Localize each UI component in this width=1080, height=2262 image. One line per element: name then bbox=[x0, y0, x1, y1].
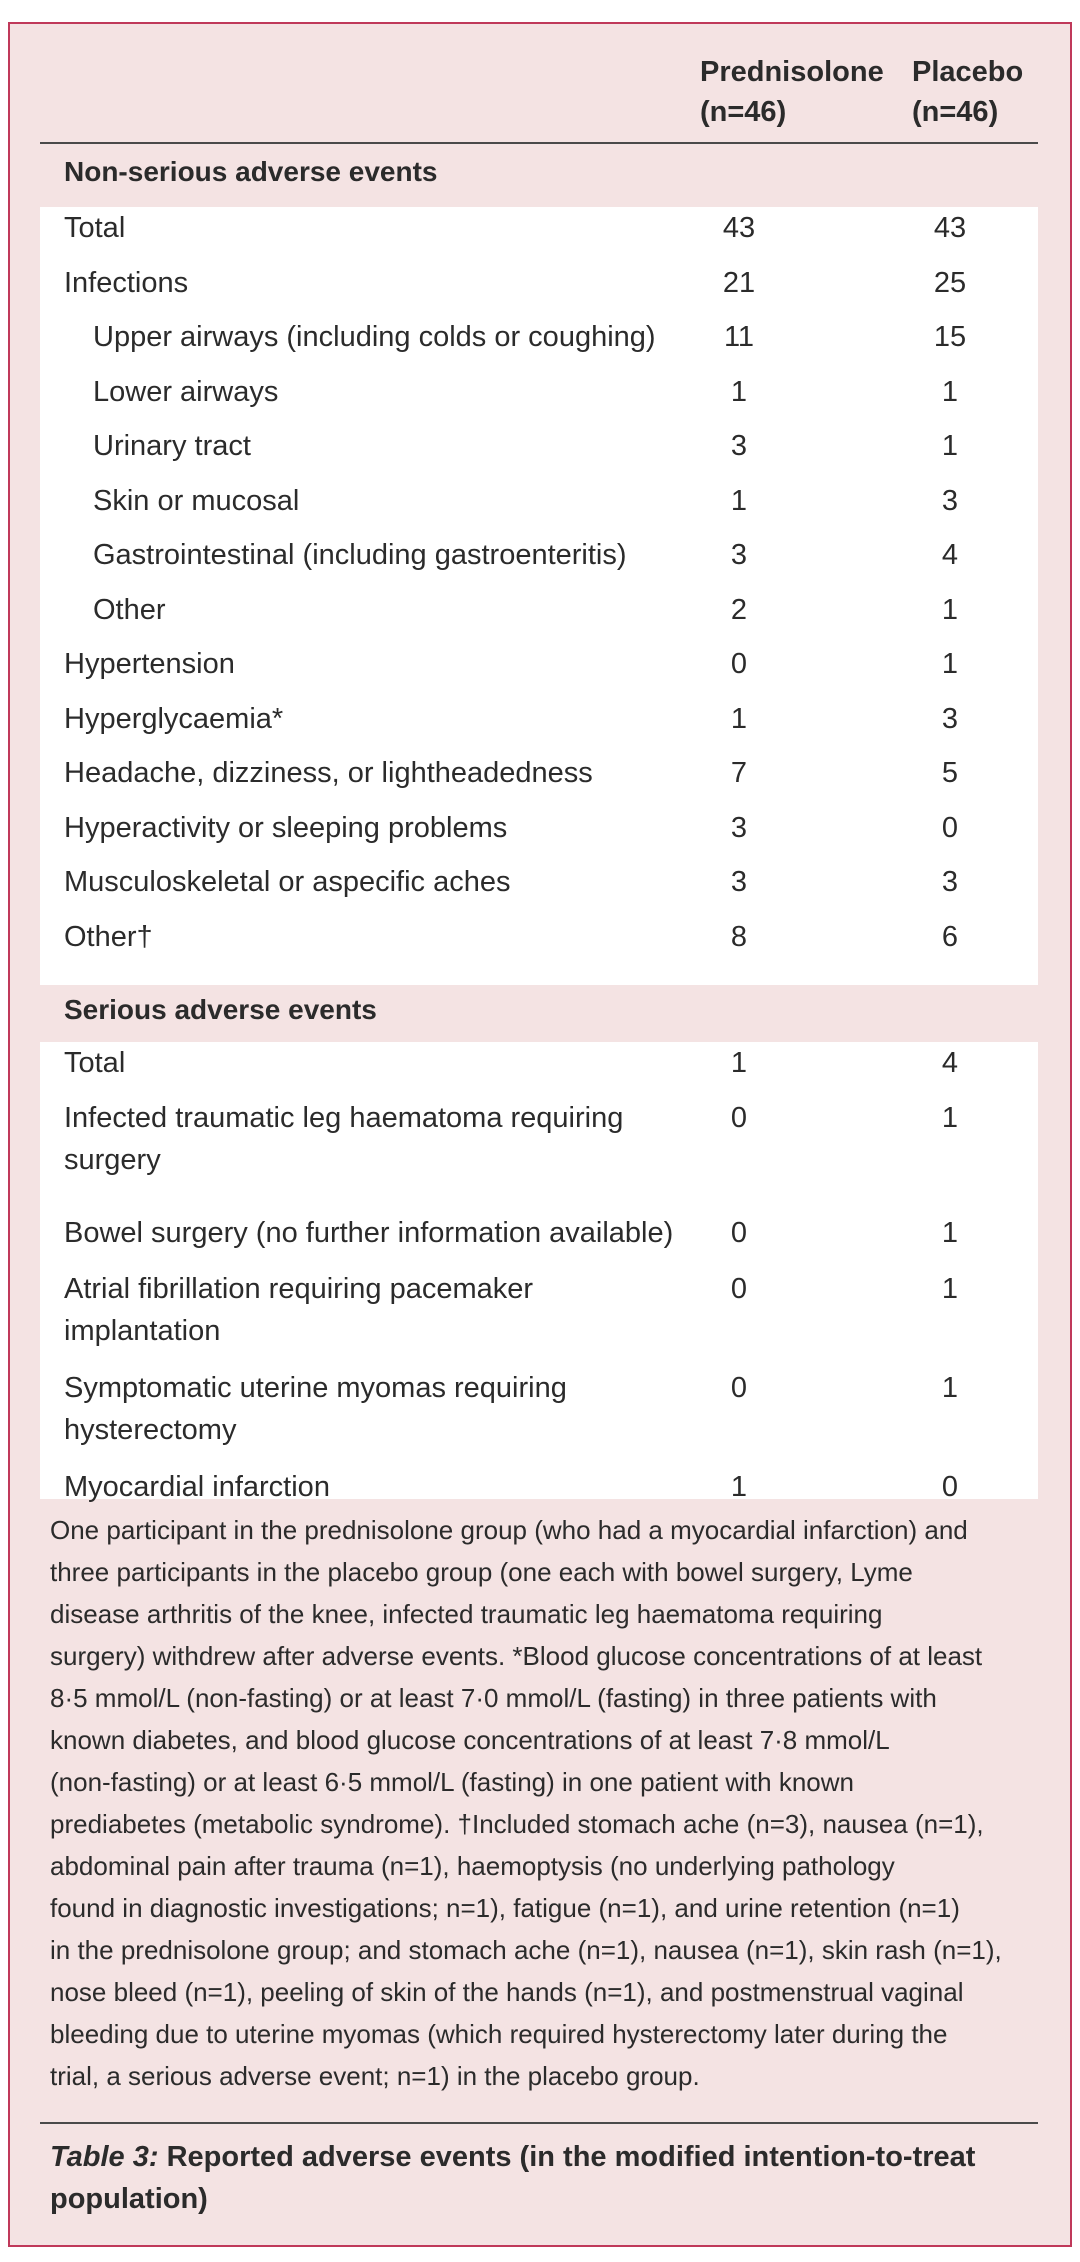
table-frame bbox=[8, 22, 1072, 2247]
prednisolone-value: 7 bbox=[730, 757, 748, 789]
table-header bbox=[40, 24, 1038, 142]
prednisolone-value: 1 bbox=[730, 1047, 748, 1079]
footnote bbox=[50, 1509, 1040, 2097]
row-label: Total bbox=[64, 212, 126, 244]
row-label: Other† bbox=[64, 920, 153, 953]
prednisolone-value: 1 bbox=[730, 484, 748, 517]
footnote-line: abdominal pain after trauma (n=1), haemoptysis (no underlying pathology bbox=[50, 1851, 895, 1881]
row-label: Atrial fibrillation requiring pacemaker bbox=[64, 1273, 534, 1305]
placebo-value: 1 bbox=[941, 430, 959, 462]
row-label: Infections bbox=[64, 266, 189, 299]
prednisolone-value: 3 bbox=[730, 539, 748, 571]
placebo-value: 1 bbox=[941, 1372, 959, 1404]
prednisolone-value: 0 bbox=[730, 1217, 748, 1249]
header-prednisolone bbox=[700, 52, 884, 132]
prednisolone-value: 21 bbox=[722, 266, 756, 299]
prednisolone-value: 3 bbox=[730, 430, 748, 462]
row-label-continued: implantation bbox=[64, 1315, 221, 1347]
row-label-continued: surgery bbox=[64, 1144, 161, 1176]
placebo-value: 43 bbox=[933, 212, 967, 244]
footnote-line: disease arthritis of the knee, infected traumatic leg haematoma requiring bbox=[50, 1599, 883, 1629]
placebo-value: 4 bbox=[941, 539, 959, 571]
table-container bbox=[40, 24, 1038, 2215]
prednisolone-value: 1 bbox=[730, 1471, 748, 1503]
footnote-line: 8·5 mmol/L (non-fasting) or at least 7·0 mmol/L (fasting) in three patients with bbox=[50, 1683, 937, 1713]
placebo-value: 0 bbox=[941, 811, 959, 844]
header-placebo bbox=[912, 52, 1023, 132]
section-title-serious: Serious adverse events bbox=[64, 994, 377, 1025]
placebo-value: 1 bbox=[941, 1102, 959, 1134]
row-label-continued: hysterectomy bbox=[64, 1414, 237, 1446]
prednisolone-value: 1 bbox=[730, 375, 748, 408]
prednisolone-value: 8 bbox=[730, 920, 748, 953]
placebo-value: 3 bbox=[941, 702, 959, 735]
row-label: Hyperactivity or sleeping problems bbox=[64, 811, 508, 844]
header-prednisolone-name: Prednisolone bbox=[700, 56, 884, 88]
footnote-line: bleeding due to uterine myomas (which required hysterectomy later during the bbox=[50, 2019, 948, 2049]
header-rule bbox=[40, 142, 1038, 144]
placebo-value: 3 bbox=[941, 484, 959, 517]
footnote-line: in the prednisolone group; and stomach ache (n=1), nausea (n=1), skin rash (n=1), bbox=[50, 1935, 1002, 1965]
placebo-value: 0 bbox=[941, 1471, 959, 1503]
placebo-value: 5 bbox=[941, 757, 959, 789]
placebo-value: 25 bbox=[933, 266, 967, 299]
row-label: Infected traumatic leg haematoma requiring bbox=[64, 1102, 624, 1134]
placebo-value: 1 bbox=[941, 375, 959, 408]
row-label: Urinary tract bbox=[93, 430, 251, 462]
row-label: Hyperglycaemia* bbox=[64, 702, 284, 735]
footnote-line: (non-fasting) or at least 6·5 mmol/L (fasting) in one patient with known bbox=[50, 1767, 854, 1797]
placebo-value: 4 bbox=[941, 1047, 959, 1079]
prednisolone-value: 3 bbox=[730, 866, 748, 898]
row-label: Myocardial infarction bbox=[64, 1471, 330, 1503]
section-title-non-serious: Non-serious adverse events bbox=[64, 156, 438, 187]
header-placebo-n: (n=46) bbox=[912, 96, 999, 128]
placebo-value: 1 bbox=[941, 1273, 959, 1305]
caption-rule bbox=[40, 2122, 1038, 2124]
footnote-line: trial, a serious adverse event; n=1) in the placebo group. bbox=[50, 2061, 700, 2091]
row-label: Bowel surgery (no further information available) bbox=[64, 1217, 674, 1249]
prednisolone-value: 0 bbox=[730, 1372, 748, 1404]
placebo-value: 6 bbox=[941, 920, 959, 953]
caption-text: Reported adverse events (in the modified intention-to-treat population) bbox=[50, 2141, 976, 2215]
row-label: Upper airways (including colds or coughing) bbox=[93, 321, 656, 353]
header-placebo-name: Placebo bbox=[912, 56, 1024, 88]
header-prednisolone-n: (n=46) bbox=[700, 96, 787, 128]
row-label: Skin or mucosal bbox=[93, 484, 300, 517]
footnote-line: known diabetes, and blood glucose concentrations of at least 7·8 mmol/L bbox=[50, 1725, 890, 1755]
placebo-value: 3 bbox=[941, 866, 959, 898]
placebo-value: 15 bbox=[933, 321, 967, 353]
prednisolone-value: 0 bbox=[730, 1273, 748, 1305]
prednisolone-value: 11 bbox=[723, 321, 755, 353]
prednisolone-value: 1 bbox=[730, 702, 748, 735]
placebo-value: 1 bbox=[941, 593, 959, 626]
prednisolone-value: 0 bbox=[730, 648, 748, 680]
non-serious-block bbox=[40, 207, 1038, 985]
placebo-value: 1 bbox=[941, 648, 959, 680]
footnote-line: prediabetes (metabolic syndrome). †Included stomach ache (n=3), nausea (n=1), bbox=[50, 1809, 984, 1839]
placebo-value: 1 bbox=[941, 1217, 959, 1249]
table-caption bbox=[50, 2136, 1030, 2220]
footnote-line: surgery) withdrew after adverse events. *Blood glucose concentrations of at least bbox=[50, 1641, 983, 1671]
row-label: Total bbox=[64, 1047, 126, 1079]
row-label: Headache, dizziness, or lightheadedness bbox=[64, 757, 593, 789]
row-label: Other bbox=[93, 593, 166, 626]
serious-block bbox=[40, 1042, 1038, 1503]
row-label: Hypertension bbox=[64, 648, 235, 680]
footnote-line: One participant in the prednisolone group (who had a myocardial infarction) and bbox=[50, 1515, 968, 1545]
row-label: Symptomatic uterine myomas requiring bbox=[64, 1372, 567, 1404]
caption-label: Table 3: bbox=[50, 2141, 159, 2173]
row-label: Musculoskeletal or aspecific aches bbox=[64, 866, 511, 898]
prednisolone-value: 43 bbox=[722, 212, 756, 244]
row-label: Gastrointestinal (including gastroenteritis) bbox=[93, 539, 627, 571]
prednisolone-value: 2 bbox=[730, 593, 748, 626]
footnote-line: three participants in the placebo group (one each with bowel surgery, Lyme bbox=[50, 1557, 913, 1587]
prednisolone-value: 0 bbox=[730, 1102, 748, 1134]
prednisolone-value: 3 bbox=[730, 811, 748, 844]
row-label: Lower airways bbox=[93, 375, 279, 408]
footnote-line: nose bleed (n=1), peeling of skin of the hands (n=1), and postmenstrual vaginal bbox=[50, 1977, 964, 2007]
footnote-line: found in diagnostic investigations; n=1), fatigue (n=1), and urine retention (n=1) bbox=[50, 1893, 960, 1923]
